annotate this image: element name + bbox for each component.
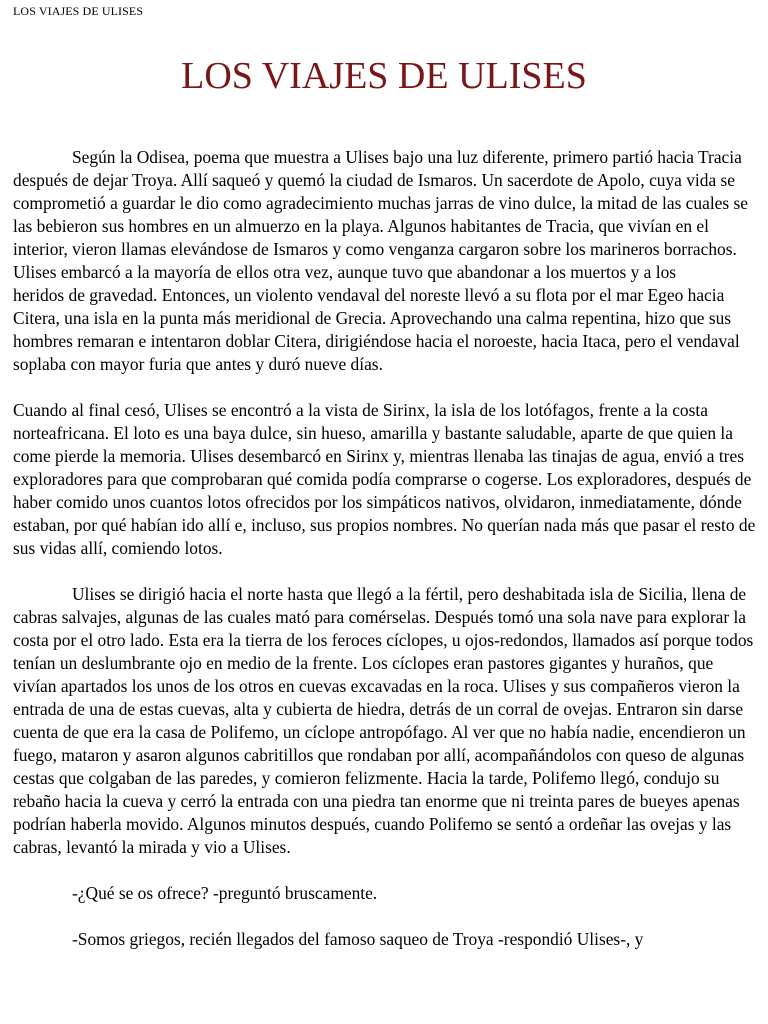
document-title: LOS VIAJES DE ULISES (181, 55, 587, 97)
paragraph-1b: heridos de gravedad. Entonces, un violento vendaval del noreste llevó a su flota por el mar Egeo hacia Citera, una isla en la punta más meridional de Grecia. Aprovechando una calma repentina, hizo que sus hombres remaran e intentaron doblar Citera, dirigiéndose hacia el noroeste, hacia Itaca, pero el vendaval soplaba con mayor furia que antes y duró nueve días. (13, 285, 740, 374)
paragraph-2: Cuando al final cesó, Ulises se encontró a la vista de Sirinx, la isla de los lotófagos, frente a la costa norteafricana. El loto es una baya dulce, sin hueso, amarilla y bastante saludable, aparte de que quien la come pierde la memoria. Ulises desembarcó en Sirinx y, mientras llenaba las tinajas de agua, envió a tres exploradores para que comprobaran qué comida podía comprarse o cogerse. Los exploradores, después de haber comido unos cuantos lotos ofrecidos por los simpáticos nativos, olvidaron, inmediatamente, dónde estaban, por qué habían ido allí e, incluso, sus propios nombres. No querían nada más que pasar el resto de sus vidas allí, comiendo lotos. (13, 400, 756, 558)
document-body (13, 146, 757, 974)
paragraph-3: Ulises se dirigió hacia el norte hasta que llegó a la fértil, pero deshabitada isla de Sicilia, llena de cabras salvajes, algunas de las cuales mató para comérselas. Después tomó una sola nave para explorar la costa por el otro lado. Esta era la tierra de los feroces cíclopes, u ojos-redondos, llamados así porque todos tenían un deslumbrante ojo en medio de la frente. Los cíclopes eran pastores gigantes y huraños, que vivían apartados los unos de los otros en cuevas excavadas en la roca. Ulises y sus compañeros vieron la entrada de una de estas cuevas, alta y cubierta de hiedra, detrás de un corral de ovejas. Entraron sin darse cuenta de que era la casa de Polifemo, un cíclope antropófago. Al ver que no había nadie, encendieron un fuego, mataron y asaron algunos cabritillos que rondaban por allí, acompañándolos con queso de algunas cestas que colgaban de las paredes, y comieron felizmente. Hacia la tarde, Polifemo llegó, condujo su rebaño hacia la cueva y cerró la entrada con una piedra tan enorme que ni treinta pares de bueyes apenas podrían haberla movido. Algunos minutos después, cuando Polifemo se sentó a ordeñar las ovejas y las cabras, levantó la mirada y vio a Ulises. (13, 584, 754, 857)
running-header: LOS VIAJES DE ULISES (13, 4, 144, 18)
paragraph-4: -¿Qué se os ofrece? -preguntó bruscamente. (72, 883, 378, 903)
paragraph-5: -Somos griegos, recién llegados del famoso saqueo de Troya -respondió Ulises-, y (72, 929, 644, 949)
paragraph-1a: Según la Odisea, poema que muestra a Ulises bajo una luz diferente, primero partió hacia Tracia después de dejar Troya. Allí saqueó y quemó la ciudad de Ismaros. Un sacerdote de Apolo, cuya vida se comprometió a guardar le dio como agradecimiento muchas jarras de vino dulce, la mitad de las cuales se las bebieron sus hombres en un almuerzo en la playa. Algunos habitantes de Tracia, que vivían en el interior, vieron llamas elevándose de Ismaros y como venganza cargaron sobre los marineros borrachos. Ulises embarcó a la mayoría de ellos otra vez, aunque tuvo que abandonar a los muertos y a los (13, 147, 748, 282)
